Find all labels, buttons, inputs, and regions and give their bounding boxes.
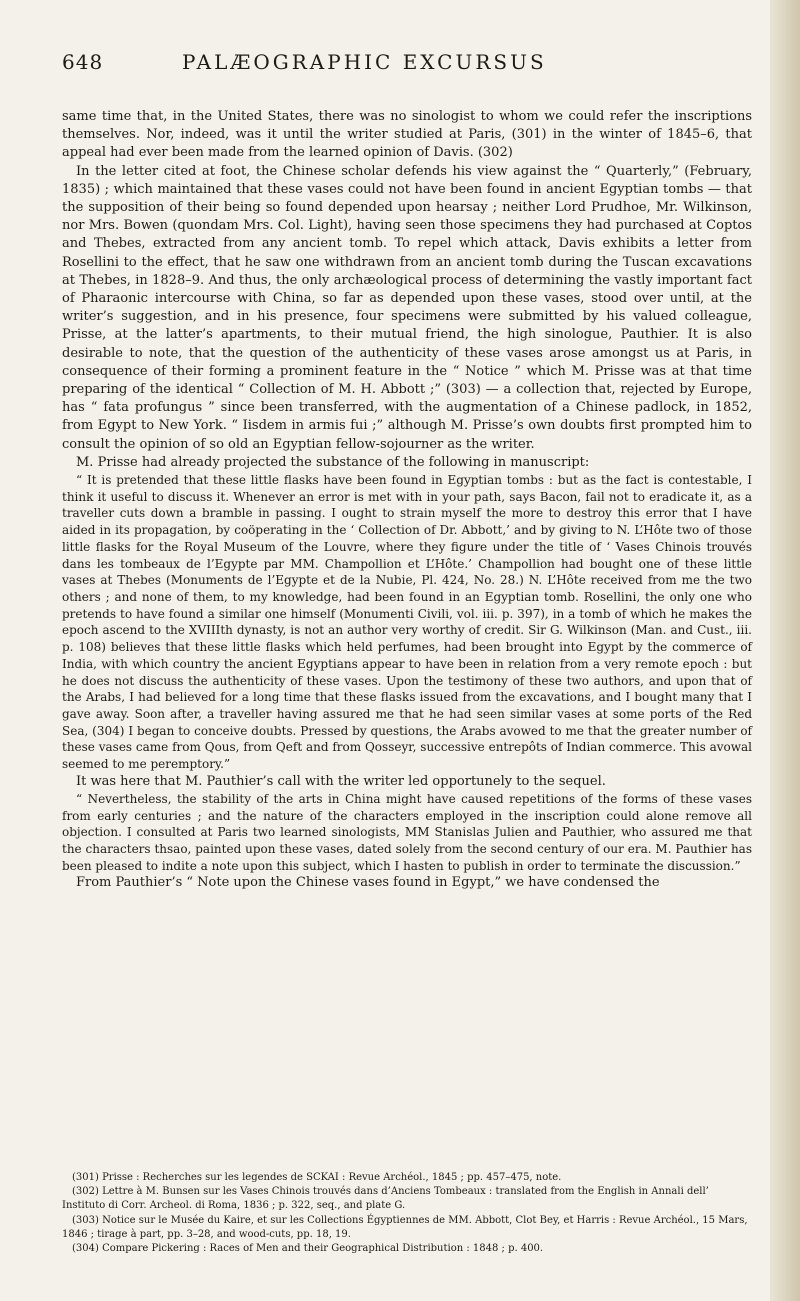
block-quote: “ It is pretended that these little flasks have been found in Egyptian tombs : but as the fact is contestable, I think it useful to discuss it. Whenever an error is met with in your path, says Bacon, fail not to eradicate it, as a traveller cuts down a bramble in passing. I ought to strain myself the more to destroy this error that I have aided in its propagation, by coöperating in the ‘ Collection of Dr. Abbott,’ and by giving to N. L’Hôte two of those little flasks for the Royal Museum of the Louvre, where they figure under the title of ‘ Vases Chinois trouvés dans les tombeaux de l’Egypte par MM. Champollion et L’Hôte.’ Champollion had bought one of these little vases at Thebes (Monuments de l’Egypte et de la Nubie, Pl. 424, No. 28.) N. L’Hôte received from me the two others ; and none of them, to my knowledge, had been found in an Egyptian tomb. Rosellini, the only one who pretends to have found a similar one himself (Monumenti Civili, vol. iii. p. 397), in a tomb of which he makes the epoch ascend to the XVIIIth dynasty, is not an author very worthy of credit. Sir G. Wilkinson (Man. and Cust., iii. p. 108) believes that these little flasks which held perfumes, had been brought into Egypt by the commerce of India, with which country the ancient Egyptians appear to have been in relation from a very remote epoch : but he does not discuss the authenticity of these vases. Upon the testimony of these two authors, and upon that of the Arabs, I had believed for a long time that these flasks issued from the excavations, and I bought many that I gave away. Soon after, a traveller having assured me that he had seen similar vases at some ports of the Red Sea, (304) I began to conceive doubts. Pressed by questions, the Arabs avowed to me that the greater number of these vases came from Qous, from Qeft and from Qosseyr, successive entrepôts of Indian commerce. This avowal seemed to me peremptory.” xyxy=(62,473,752,772)
paragraph: It was here that M. Pauthier’s call with the writer led opportunely to the sequel. xyxy=(76,773,606,789)
footnotes xyxy=(62,1171,752,1256)
footnote: (303) Notice sur le Musée du Kaire, et sur les Collections Égyptiennes de MM. Abbott, Clot Bey, et Harris : Revue Archéol., 15 Mars, 1846 ; tirage à part, pp. 3–28, and wood-cuts, pp. 18, 19. xyxy=(62,1214,748,1240)
running-head: PALÆOGRAPHIC EXCURSUS xyxy=(182,50,547,74)
page-number: 648 xyxy=(62,50,104,74)
paragraph: M. Prisse had already projected the substance of the following in manuscript: xyxy=(76,454,590,470)
footnote: (304) Compare Pickering : Races of Men and their Geographical Distribution : 1848 ; p. 400. xyxy=(72,1243,544,1255)
page-edge xyxy=(770,0,800,1301)
block-quote: “ Nevertheless, the stability of the arts in China might have caused repetitions of the forms of these vases from early centuries ; and the nature of the characters employed in the inscription could alone remove all objection. I consulted at Paris two learned sinologists, MM Stanislas Julien and Pauthier, who assured me that the characters thsao, painted upon these vases, dated solely from the second century of our era. M. Pauthier has been pleased to indite a note upon this subject, which I hasten to publish in order to terminate the discussion.” xyxy=(62,791,752,873)
paragraph: In the letter cited at foot, the Chinese scholar defends his view against the “ Quarterly,” (February, 1835) ; which maintained that these vases could not have been found in ancient Egyptian tombs — that the supposition of their being so found depended upon hearsay ; neither Lord Prudhoe, Mr. Wilkinson, nor Mrs. Bowen (quondam Mrs. Col. Light), having seen those specimens they had purchased at Coptos and Thebes, extracted from any ancient tomb. To repel which attack, Davis exhibits a letter from Rosellini to the effect, that he saw one withdrawn from an ancient tomb during the Tuscan excavations at Thebes, in 1828–9. And thus, the only archæological process of determining the vastly important fact of Pharaonic intercourse with China, so far as depended upon these vases, stood over until, at the writer’s suggestion, and in his presence, four specimens were submitted by his valued colleague, Prisse, at the latter’s apartments, to their mutual friend, the high sinologue, Pauthier. It is also desirable to note, that the question of the authenticity of these vases arose amongst us at Paris, in consequence of their forming a prominent feature in the “ Notice ” which M. Prisse was at that time preparing of the identical “ Collection of M. H. Abbott ;” (303) — a collection that, rejected by Europe, has “ fata profungus ” since been transferred, with the augmentation of a Chinese padlock, in 1852, from Egypt to New York. “ Iisdem in armis fui ;” although M. Prisse’s own doubts first prompted him to consult the opinion of so old an Egyptian fellow-sojourner as the writer. xyxy=(62,163,752,452)
paragraph: same time that, in the United States, there was no sinologist to whom we could refer the inscriptions themselves. Nor, indeed, was it until the writer studied at Paris, (301) in the winter of 1845–6, that appeal had ever been made from the learned opinion of Davis. (302) xyxy=(62,109,752,161)
paragraph: From Pauthier’s “ Note upon the Chinese vases found in Egypt,” we have condensed the xyxy=(76,875,660,891)
page-header xyxy=(62,50,752,80)
footnote: (301) Prisse : Recherches sur les legendes de SCKAI : Revue Archéol., 1845 ; pp. 457–475, note. xyxy=(72,1172,562,1183)
footnote: (302) Lettre à M. Bunsen sur les Vases Chinois trouvés dans d’Anciens Tombeaux : translated from the English in Annali dell’ Instituto di Corr. Archeol. di Roma, 1836 ; p. 322, seq., and plate G. xyxy=(62,1186,709,1212)
body-text xyxy=(62,108,752,893)
